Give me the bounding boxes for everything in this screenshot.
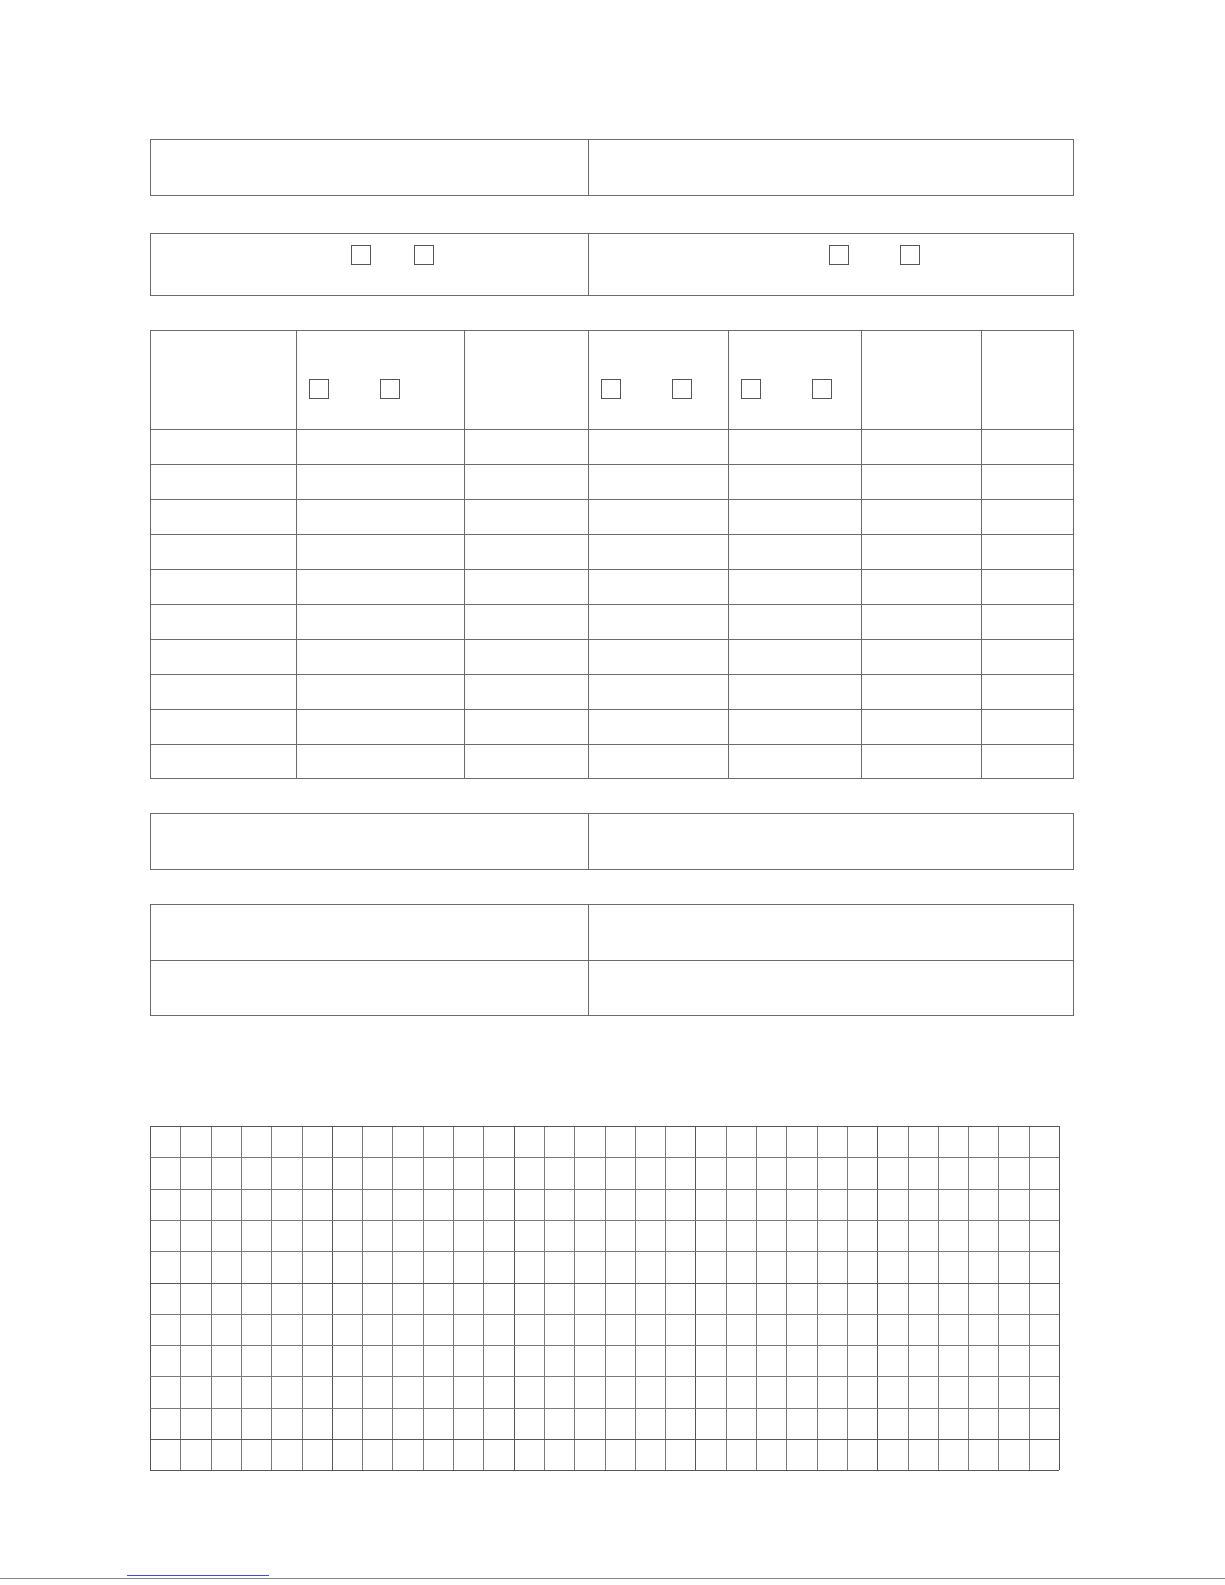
row-divider	[151, 604, 1073, 605]
grid-row-line	[150, 1439, 1059, 1440]
header-col5-checkbox-2[interactable]	[812, 379, 832, 399]
row3-right-field[interactable]	[590, 814, 1073, 869]
row-divider	[151, 744, 1073, 745]
grid-column-line	[877, 1126, 878, 1470]
grid-column-line	[695, 1126, 696, 1470]
grid-column-line	[271, 1126, 272, 1470]
grid-column-line	[998, 1126, 999, 1470]
row2-right-checkbox-2[interactable]	[900, 245, 920, 265]
grid-row-line	[150, 1283, 1059, 1284]
grid-column-line	[392, 1126, 393, 1470]
grid-column-line	[514, 1126, 515, 1470]
grid-column-line	[726, 1126, 727, 1470]
grid-row-line	[150, 1220, 1059, 1221]
grid-row-line	[150, 1408, 1059, 1409]
grid-row-line	[150, 1345, 1059, 1346]
header-col4-checkbox-1[interactable]	[601, 379, 621, 399]
grid-column-line	[453, 1126, 454, 1470]
column-divider	[296, 331, 297, 778]
grid-column-line	[211, 1126, 212, 1470]
grid-column-line	[483, 1126, 484, 1470]
grid-column-line	[968, 1126, 969, 1470]
grid-column-line	[241, 1126, 242, 1470]
header-col5-checkbox-1[interactable]	[741, 379, 761, 399]
form-row-1	[150, 139, 1074, 196]
footer-rule	[0, 1578, 1225, 1579]
column-divider	[861, 331, 862, 778]
grid-column-line	[1029, 1126, 1030, 1470]
header-col4-checkbox-2[interactable]	[672, 379, 692, 399]
row-divider	[151, 709, 1073, 710]
row2-left-checkbox-2[interactable]	[414, 245, 434, 265]
column-divider	[588, 331, 589, 778]
row2-right-checkbox-1[interactable]	[829, 245, 849, 265]
row-divider	[151, 464, 1073, 465]
footer-link-underline[interactable]	[127, 1575, 269, 1576]
grid-column-line	[635, 1126, 636, 1470]
grid-row-line	[150, 1157, 1059, 1158]
column-divider	[464, 331, 465, 778]
form-block-2x2	[150, 904, 1074, 1016]
row2-right-field[interactable]	[590, 234, 820, 295]
form-row-3	[150, 813, 1074, 870]
row-divider	[151, 499, 1073, 500]
header-col2-checkbox-2[interactable]	[380, 379, 400, 399]
grid-row-line	[150, 1314, 1059, 1315]
divider	[588, 814, 589, 869]
grid-column-line	[938, 1126, 939, 1470]
row-divider	[151, 674, 1073, 675]
grid-column-line	[180, 1126, 181, 1470]
row-divider	[151, 534, 1073, 535]
row-divider	[151, 960, 1073, 961]
header-col2-checkbox-1[interactable]	[309, 379, 329, 399]
row-divider	[151, 569, 1073, 570]
divider	[588, 140, 589, 195]
grid-row-line	[150, 1251, 1059, 1252]
block-r1-right-field[interactable]	[590, 905, 1073, 960]
grid-column-line	[756, 1126, 757, 1470]
grid-row-line	[150, 1376, 1059, 1377]
grid-column-line	[302, 1126, 303, 1470]
form-row-2	[150, 233, 1074, 296]
grid-row-line	[150, 1126, 1059, 1127]
column-divider	[981, 331, 982, 778]
grid-column-line	[544, 1126, 545, 1470]
column-divider	[728, 331, 729, 778]
grid-column-line	[665, 1126, 666, 1470]
block-r1-left-field[interactable]	[151, 905, 588, 960]
main-table	[150, 330, 1074, 779]
row-divider	[151, 639, 1073, 640]
grid-row-line	[150, 1189, 1059, 1190]
grid-column-line	[362, 1126, 363, 1470]
grid-column-line	[574, 1126, 575, 1470]
row1-left-field[interactable]	[151, 140, 588, 195]
grid-column-line	[1059, 1126, 1060, 1470]
row2-left-field[interactable]	[151, 234, 341, 295]
grid-column-line	[605, 1126, 606, 1470]
grid-column-line	[332, 1126, 333, 1470]
grid-row-line	[150, 1470, 1059, 1471]
grid-column-line	[847, 1126, 848, 1470]
divider	[588, 234, 589, 295]
writing-grid[interactable]	[150, 1126, 1059, 1470]
row3-left-field[interactable]	[151, 814, 588, 869]
row1-right-field[interactable]	[590, 140, 1073, 195]
block-r2-left-field[interactable]	[151, 962, 588, 1015]
row-divider	[151, 429, 1073, 430]
row2-left-checkbox-1[interactable]	[351, 245, 371, 265]
grid-column-line	[150, 1126, 151, 1470]
grid-column-line	[786, 1126, 787, 1470]
grid-column-line	[423, 1126, 424, 1470]
grid-column-line	[817, 1126, 818, 1470]
grid-column-line	[908, 1126, 909, 1470]
block-r2-right-field[interactable]	[590, 962, 1073, 1015]
